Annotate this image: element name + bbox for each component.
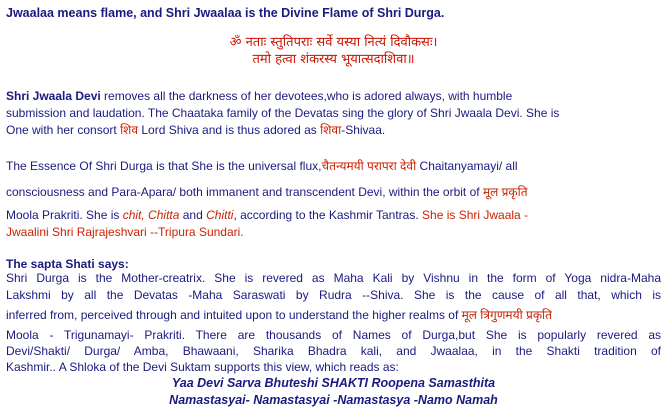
chitti-term: Chitti (206, 208, 234, 222)
para1-line-3 (6, 123, 385, 138)
trigunamayi-devanagari: मूल त्रिगुणमयी प्रकृति (461, 308, 553, 322)
sapta-line-1: Shri Durga is the Mother-creatrix. She is revered as Maha Kali by Vishnu in the form of Yoga nidra-Maha (6, 271, 661, 285)
sapta-line-6: Kashmir.. A Shloka of the Devi Suktam supports this view, which reads as: (6, 360, 399, 374)
shiva-devanagari: शिव (120, 123, 139, 137)
para1-line-3-a: One with her consort (6, 123, 121, 137)
jwaala-red-text: She is Shri Jwaala - (422, 208, 529, 222)
para1-line-2: submission and laudation. The Chaataka family of the Devatas sing the glory of Shri Jwaala Devi. She is (6, 106, 560, 120)
para2-line-2 (6, 185, 528, 200)
sapta-line-3 (6, 308, 552, 323)
sapta-line-3-a: inferred from, perceived through and intuited upon to understand the higher realms of (6, 308, 462, 322)
chaitanyamayi-devanagari: चैतन्यमयी परापरा देवी (321, 159, 417, 173)
sapta-heading: The sapta Shati says: (6, 257, 129, 271)
para1-line-3-b: Lord Shiva and is thus adored as (138, 123, 321, 137)
verse-line-2: तमो हत्वा शंकरस्य भूयात्सदाशिवा॥ (252, 52, 415, 67)
para2-line-2-a: consciousness and Para-Apara/ both immanent and transcendent Devi, within the orbit of (6, 185, 483, 199)
mantra-line-2: Namastasyai- Namastasyai -Namastasya -Namo Namah (169, 393, 498, 407)
para2-line-3-and: and (179, 208, 207, 222)
para2-line-3 (6, 208, 528, 223)
para2-line-3-b: , according to the Kashmir Tantras. (233, 208, 423, 222)
para2-line-1-b: Chaitanyamayi/ all (416, 159, 518, 173)
sapta-line-4: Moola - Trigunamayi- Prakriti. There are thousands of Names of Durga,but She is popularly revered as (6, 328, 661, 342)
para1-line-3-c: -Shivaa. (341, 123, 386, 137)
sapta-line-5: Devi/Shakti/ Durga/ Amba, Bhawaani, Sharika Bhadra kali, and Jwaalaa, in the Shakti tradition of (6, 344, 661, 358)
para1-line-1 (6, 89, 512, 104)
jwaala-devi-name: Shri Jwaala Devi (6, 89, 101, 103)
para2-line-3-a: Moola Prakriti. She is (6, 208, 123, 222)
para2-line-1 (6, 159, 518, 174)
sapta-line-2: Lakshmi by all the Devatas -Maha Saraswati by Rudra --Shiva. She is the cause of all that, which is (6, 288, 661, 302)
page-heading: Jwaalaa means flame, and Shri Jwaalaa is the Divine Flame of Shri Durga. (6, 6, 445, 20)
moola-prakriti-devanagari: मूल प्रकृति (482, 185, 528, 199)
mantra-line-1: Yaa Devi Sarva Bhuteshi SHAKTI Roopena Samasthita (171, 376, 496, 390)
chit-chitta-term: chit, Chitta (122, 208, 180, 222)
para2-line-1-a: The Essence Of Shri Durga is that She is the universal flux, (6, 159, 322, 173)
shivaa-devanagari: शिवा (320, 123, 342, 137)
para2-line-4: Jwaalini Shri Rajrajeshvari --Tripura Sundari. (6, 225, 244, 239)
verse-line-1: ॐ नताः स्तुतिपराः सर्वे यस्या नित्यं दिवौकसः। (229, 35, 438, 50)
para1-line-1-text: removes all the darkness of her devotees,who is adored always, with humble (100, 89, 513, 103)
